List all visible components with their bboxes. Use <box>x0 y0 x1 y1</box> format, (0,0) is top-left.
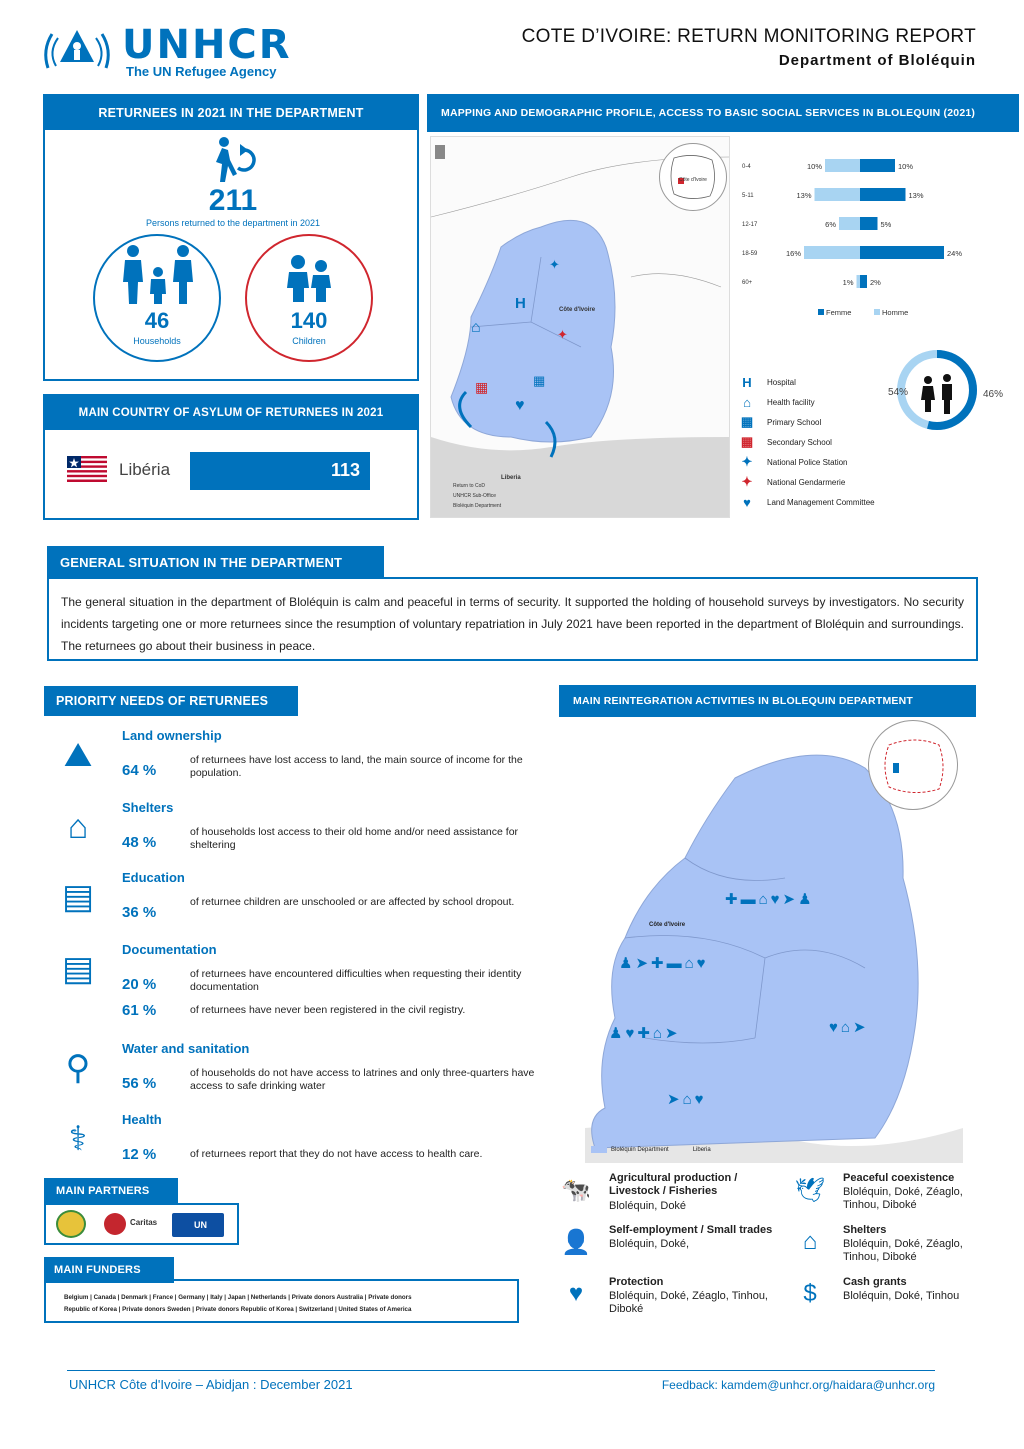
households-value: 46 <box>144 308 170 333</box>
priority-desc: of returnees have lost access to land, the main source of income for the population. <box>190 754 523 779</box>
reintegration-heading: MAIN REINTEGRATION ACTIVITIES IN BLOLEQUIN DEPARTMENT <box>559 685 976 717</box>
children-icon <box>285 254 333 302</box>
livestock-icon: 🐄 <box>561 1177 591 1204</box>
priority-pct: 61 % <box>122 1002 157 1019</box>
returnees-panel <box>43 94 419 381</box>
partners-heading: MAIN PARTNERS <box>44 1178 178 1204</box>
legend-femme-swatch <box>818 309 824 315</box>
children-value: 140 <box>290 308 328 333</box>
reintegration-map-legend <box>591 1146 711 1153</box>
primary-school-icon: ▦ <box>740 414 754 429</box>
funders-line1: Belgium | Canada | Denmark | France | Germany | Italy | Japan | Netherlands | Private donors Australia | Private donors <box>64 1294 412 1301</box>
activity-title: Protection <box>609 1276 664 1288</box>
asylum-country: Libéria <box>119 460 171 479</box>
priority-pct: 36 % <box>122 904 157 921</box>
priority-desc: of returnees report that they do not have access to health care. <box>190 1148 483 1160</box>
footer-rule <box>67 1370 935 1371</box>
map-legend-suboffice: UNHCR Sub-Office <box>453 493 496 499</box>
map-legend <box>437 481 501 511</box>
priority-title: Shelters <box>122 800 174 815</box>
female-pct: 54% <box>888 387 909 398</box>
returnees-total: 211 <box>208 184 258 217</box>
police-station-icon: ✦ <box>741 454 753 469</box>
priority-pct: 12 % <box>122 1146 157 1163</box>
service-legend-label: National Gendarmerie <box>767 477 846 487</box>
return-walking-icon <box>208 136 260 184</box>
priority-desc: of households do not have access to latrines and only three-quarters have access to safe drinking water <box>190 1067 535 1092</box>
activity-locations: Bloléquin, Doké, <box>609 1238 690 1250</box>
caritas-logo-icon <box>104 1213 126 1235</box>
returnees-total-label: Persons returned to the department in 2021 <box>145 218 321 228</box>
priority-title: Water and sanitation <box>122 1041 250 1056</box>
inset-map-label: Côte d'Ivoire <box>679 177 707 183</box>
blolequin-map <box>430 136 730 518</box>
legend-homme: Homme <box>882 308 909 317</box>
bar-homme <box>857 275 861 288</box>
footer-right: Feedback: kamdem@unhcr.org/haidara@unhcr.org <box>661 1378 935 1392</box>
asylum-value: 113 <box>330 460 360 480</box>
peace-dove-icon: 🕊 <box>794 1177 826 1204</box>
age-category-label: 18-59 <box>742 251 758 257</box>
activity-locations: Bloléquin, Doké, Zéaglo, Tinhou, Diboké <box>843 1186 963 1211</box>
activity-locations: Bloléquin, Doké, Zéaglo, Tinhou, Diboké <box>843 1238 963 1263</box>
priority-desc: of households lost access to their old home and/or need assistance for sheltering <box>190 826 519 851</box>
caritas-logo: Caritas <box>130 1218 158 1227</box>
service-legend-label: National Police Station <box>767 457 848 467</box>
map-secondary-school-icon: ▦ <box>533 373 546 388</box>
map-gendarmerie-icon: ✦ <box>557 327 568 342</box>
family-icon <box>119 244 197 306</box>
bar-homme-label: 6% <box>825 220 836 229</box>
general-heading: GENERAL SITUATION IN THE DEPARTMENT <box>47 546 384 578</box>
activity-title: Shelters <box>843 1224 887 1236</box>
activity-locations: Bloléquin, Doké, Zéaglo, Tinhou, Diboké <box>609 1290 768 1315</box>
activity-title: Cash grants <box>843 1276 907 1288</box>
education-icon: ▤ <box>61 878 95 916</box>
map-country-label: Côte d'Ivoire <box>559 307 596 313</box>
general-panel <box>47 577 978 661</box>
service-legend-label: Health facility <box>767 397 815 407</box>
shelter-icon: ⌂ <box>67 808 89 846</box>
cote-ivoire-emblem-icon <box>56 1210 86 1238</box>
activity-icons-southwest: ♟♥✚⌂➤ <box>609 1025 681 1042</box>
activity-locations: Bloléquin, Doké, Tinhou <box>843 1290 960 1302</box>
legend-femme: Femme <box>826 308 852 317</box>
bar-homme <box>839 217 860 230</box>
male-pct: 46% <box>983 389 1004 400</box>
activity-icons-south: ➤⌂♥ <box>667 1091 707 1108</box>
priority-title: Education <box>122 870 185 885</box>
legend-label: Bloléquin Department <box>611 1146 669 1153</box>
shelter-icon: ⌂ <box>802 1228 818 1255</box>
age-category-label: 5-11 <box>742 193 754 199</box>
activity-title: Agricultural production / Livestock / Fisheries <box>609 1172 738 1197</box>
health-icon: ⚕ <box>68 1120 88 1158</box>
priority-title: Health <box>122 1112 162 1127</box>
funders-heading: MAIN FUNDERS <box>44 1257 174 1283</box>
bar-homme-label: 13% <box>796 191 812 200</box>
reintegration-inset-map <box>868 720 958 810</box>
partners-panel <box>44 1203 239 1245</box>
asylum-panel <box>43 394 419 520</box>
bar-femme <box>860 188 906 201</box>
gendarmerie-icon: ✦ <box>741 474 753 489</box>
footer-left: UNHCR Côte d'Ivoire – Abidjan : December 2021 <box>69 1377 353 1392</box>
unhcr-emblem-icon <box>38 22 116 78</box>
priority-desc: of returnees have encountered difficulties when requesting their identity documentation <box>190 968 522 993</box>
bar-femme-label: 24% <box>947 249 963 258</box>
service-legend-label: Primary School <box>767 417 822 427</box>
activity-icons-north: ✚▬⌂♥➤♟ <box>725 891 815 908</box>
activity-title: Self-employment / Small trades <box>609 1224 773 1236</box>
bar-femme-label: 5% <box>880 220 892 229</box>
zone1-label: Côte d'Ivoire <box>649 922 686 928</box>
service-legend-item <box>735 432 925 452</box>
map-liberia-label: Liberia <box>501 475 521 481</box>
priority-pct: 48 % <box>122 834 157 851</box>
activity-title: Peaceful coexistence <box>843 1172 955 1184</box>
secondary-school-icon: ▦ <box>740 434 754 449</box>
hospital-icon: H <box>742 374 752 390</box>
un-logo <box>172 1213 224 1237</box>
general-text: The general situation in the department of Bloléquin is calm and peaceful in terms of security. It supported the holding of household surveys by investigators. No security incidents targeting one or more returnees since the resumption of voluntary repatriation in July 2021 have been reported in the department of Bloléquin and surroundings. The returnees go about their business in peace. <box>61 595 964 653</box>
unhcr-logo <box>38 22 328 82</box>
mapping-heading: MAPPING AND DEMOGRAPHIC PROFILE, ACCESS TO BASIC SOCIAL SERVICES IN BLOLEQUIN (2021) <box>427 94 1019 132</box>
map-liberia-label-2: Liberia <box>692 1146 711 1153</box>
activity-icons-west: ♟➤✚▬⌂♥ <box>619 955 709 972</box>
cash-grant-icon: $ <box>803 1280 817 1307</box>
bar-femme <box>860 275 867 288</box>
legend-homme-swatch <box>874 309 880 315</box>
priority-desc: of returnees have never been registered in the civil registry. <box>190 1004 466 1016</box>
activity-icons-east: ♥⌂➤ <box>829 1019 869 1036</box>
map-police-icon: ✦ <box>549 257 560 272</box>
legend-swatch <box>591 1146 607 1153</box>
self-employment-icon: 👤 <box>561 1229 591 1256</box>
service-legend-label: Land Management Committee <box>767 497 875 507</box>
bar-femme <box>860 246 944 259</box>
returnees-heading: RETURNEES IN 2021 IN THE DEPARTMENT <box>45 96 417 130</box>
bar-homme-label: 1% <box>842 278 854 287</box>
land-icon: ⛰ <box>63 736 93 774</box>
service-legend-label: Secondary School <box>767 437 832 447</box>
priority-heading: PRIORITY NEEDS OF RETURNEES <box>44 686 298 716</box>
priority-pct: 64 % <box>122 762 157 779</box>
priority-title: Land ownership <box>122 728 222 743</box>
reintegration-map <box>585 718 963 1163</box>
bar-homme <box>815 188 861 201</box>
age-category-label: 60+ <box>742 280 753 286</box>
bar-femme-label: 10% <box>898 162 914 171</box>
service-legend-item <box>735 492 925 512</box>
map-school-icon: ▦ <box>475 379 489 395</box>
priority-pct: 20 % <box>122 976 157 993</box>
bar-homme-label: 16% <box>785 249 801 258</box>
age-category-label: 12-17 <box>742 222 758 228</box>
priority-desc: of returnee children are unschooled or are affected by school dropout. <box>190 896 515 908</box>
priority-title: Documentation <box>122 942 217 957</box>
liberia-flag-icon <box>67 456 107 482</box>
children-label: Children <box>292 336 326 346</box>
health-facility-icon: ⌂ <box>743 394 751 410</box>
map-legend-department: Bloléquin Department <box>453 503 502 509</box>
map-land-committee-icon: ♥ <box>515 397 525 414</box>
funders-line2: Republic of Korea | Private donors Sweden | Private donors Republic of Korea | Switzerland | United States of America <box>64 1306 412 1313</box>
priority-pct: 56 % <box>122 1075 157 1092</box>
bar-homme-label: 10% <box>806 162 822 171</box>
map-health-facility-icon: ⌂ <box>471 319 481 336</box>
report-subtitle: Department of Bloléquin <box>778 52 976 69</box>
protection-icon: ♥ <box>568 1280 584 1307</box>
activity-locations: Bloléquin, Doké <box>609 1200 687 1212</box>
report-title: COTE D’IVOIRE: RETURN MONITORING REPORT <box>521 26 976 47</box>
bar-homme <box>804 246 860 259</box>
map-hospital-icon: H <box>515 295 526 312</box>
households-label: Households <box>133 336 181 346</box>
logo-tagline: The UN Refugee Agency <box>126 64 277 79</box>
land-committee-icon: ♥ <box>743 494 751 510</box>
un-logo-text: UN <box>194 1220 207 1230</box>
water-tap-icon: ⚲ <box>65 1049 91 1087</box>
documentation-icon: ▤ <box>61 950 95 988</box>
asylum-heading: MAIN COUNTRY OF ASYLUM OF RETURNEES IN 2021 <box>45 396 417 430</box>
bar-femme <box>860 159 895 172</box>
age-pyramid-chart <box>740 150 1000 320</box>
service-legend-label: Hospital <box>767 377 796 387</box>
funders-panel <box>44 1279 519 1323</box>
bar-femme <box>860 217 878 230</box>
map-legend-return: Return to CoD <box>453 483 485 489</box>
logo-name: UNHCR <box>122 22 292 68</box>
service-legend-item <box>735 452 925 472</box>
bar-homme <box>825 159 860 172</box>
service-legend-item <box>735 472 925 492</box>
age-category-label: 0-4 <box>742 164 751 170</box>
bar-femme-label: 13% <box>908 191 924 200</box>
bar-femme-label: 2% <box>870 278 881 287</box>
